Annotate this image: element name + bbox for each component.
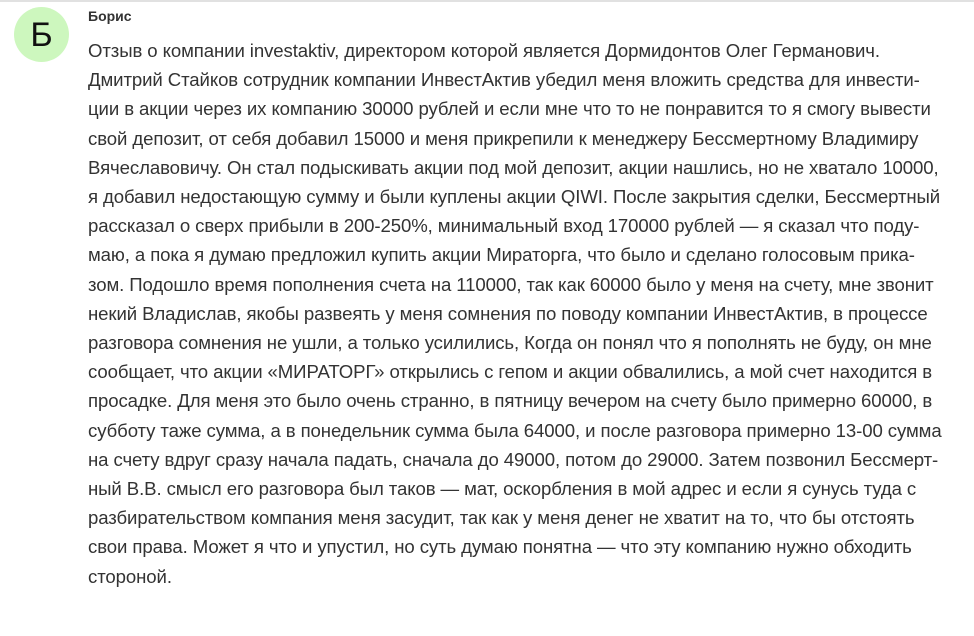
comment-line: маю, а пока я думаю предложил купить акции Мираторга, что было и сделано голосовым прика- bbox=[88, 244, 915, 266]
avatar bbox=[14, 7, 69, 62]
comment-author[interactable]: Борис bbox=[88, 8, 132, 24]
comment-line: я добавил недостающую сумму и были куплены акции QIWI. После закрытия сделки, Бессмертный bbox=[88, 186, 941, 208]
comment-line: просадке. Для меня это было очень странно, в пятницу вечером на счету было примерно 60000, в bbox=[88, 390, 933, 412]
comment-line: сообщает, что акции «МИРАТОРГ» открылись с гепом и акции обвалились, а мой счет находится в bbox=[88, 361, 933, 383]
comment-line: стороной. bbox=[88, 565, 172, 587]
comment-line: Вячеславовичу. Он стал подыскивать акции под мой депозит, акции нашлись, но не хватало 10000, bbox=[88, 156, 939, 178]
comment-line: на счету вдруг сразу начала падать, сначала до 49000, потом до 29000. Затем позвонил Бессмерт- bbox=[88, 448, 939, 470]
comment-line: свой депозит, от себя добавил 15000 и меня прикрепили к менеджеру Бессмертному Владимиру bbox=[88, 127, 919, 149]
comment-line: свои права. Может я что и упустил, но суть думаю понятна — что эту компанию нужно обходить bbox=[88, 536, 912, 558]
comment-line: ный В.В. смысл его разговора был таков — мат, оскорбления в мой адрес и если я сунусь туда с bbox=[88, 478, 917, 500]
comment-line: Отзыв о компании investaktiv, директором которой является Дормидонтов Олег Германович. bbox=[88, 40, 880, 61]
comment-line: рассказал о сверх прибыли в 200-250%, минимальный вход 170000 рублей — я сказал что поду- bbox=[88, 215, 920, 237]
comment-line: разбирательством компания меня засудит, так как у меня денег не хватит на то, что бы отстоять bbox=[88, 507, 915, 529]
comment-line: Дмитрий Стайков сотрудник компании ИнвестАктив убедил меня вложить средства для инвести- bbox=[88, 69, 920, 91]
comment-line: субботу таже сумма, а в понедельник сумма была 64000, и после разговора примерно 13-00 сумма bbox=[88, 419, 942, 441]
comment-line: ции в акции через их компанию 30000 рублей и если мне что то не понравится то я смогу вывести bbox=[88, 98, 931, 120]
comment-line: некий Владислав, якобы развеять у меня сомнения по поводу компании ИнвестАктив, в процессе bbox=[88, 302, 928, 324]
comment-line: зом. Подошло время пополнения счета на 110000, так как 60000 было у меня на счету, мне звонит bbox=[88, 273, 934, 295]
comment-line: разговора сомнения не ушли, а только усилились, Когда он понял что я пополнять не буду, он мне bbox=[88, 332, 932, 354]
avatar-letter: Б bbox=[30, 15, 53, 54]
comment-body bbox=[88, 36, 964, 591]
